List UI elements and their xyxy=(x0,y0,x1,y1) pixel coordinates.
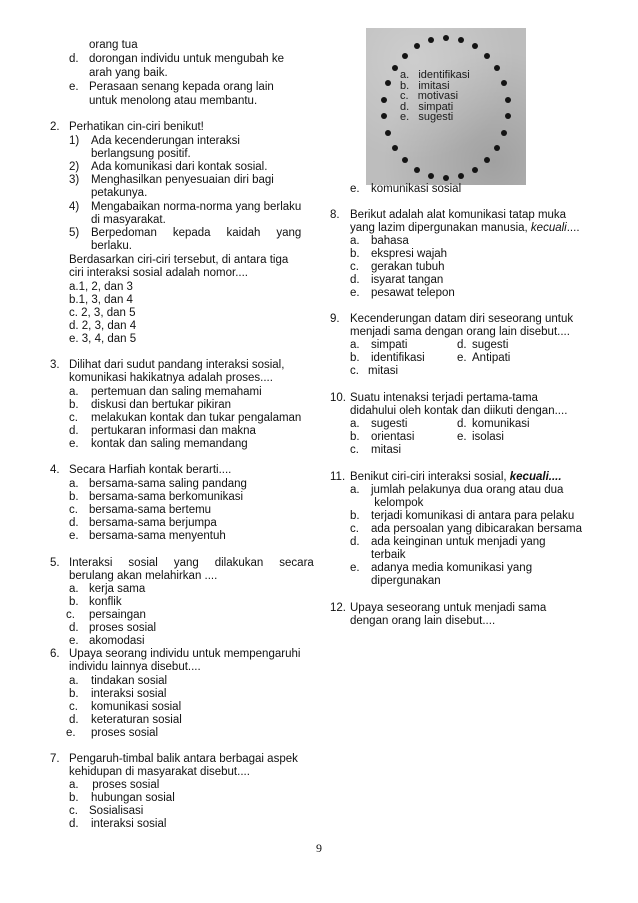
decorative-dot xyxy=(484,157,490,163)
option-letter: b. xyxy=(69,596,79,608)
answer-option[interactable]: interaksi sosial xyxy=(91,818,167,830)
option-letter: e. xyxy=(350,562,360,574)
decorative-dot xyxy=(501,80,507,86)
statement-text: Menghasilkan penyesuaian diri bagi xyxy=(91,174,274,186)
answer-option[interactable]: ekspresi wajah xyxy=(371,248,448,260)
answer-option[interactable]: pesawat telepon xyxy=(371,287,455,299)
option-letter: c. xyxy=(350,365,359,377)
option-letter: e. xyxy=(69,635,79,647)
answer-option[interactable]: simpati xyxy=(371,339,408,351)
option-letter: e. xyxy=(350,183,360,195)
answer-option[interactable]: pertukaran informasi dan makna xyxy=(91,425,256,437)
answer-option[interactable]: interaksi sosial xyxy=(91,688,167,700)
answer-option[interactable]: identifikasi xyxy=(371,352,425,364)
decorative-dot xyxy=(501,130,507,136)
answer-option[interactable]: ada persoalan yang dibicarakan bersama xyxy=(371,523,582,535)
decorative-dot xyxy=(443,35,449,41)
question-stem: Dilihat dari sudut pandang interaksi sosial, xyxy=(69,359,285,371)
option-c-continuation: orang tua xyxy=(89,39,138,51)
statement-number: 1) xyxy=(69,135,80,147)
question-number: 11. xyxy=(330,471,346,483)
answer-option[interactable]: akomodasi xyxy=(89,635,145,647)
question-continuation: ciri interaksi sosial adalah nomor.... xyxy=(69,267,248,279)
statement-number: 3) xyxy=(69,174,80,186)
question-number: 10. xyxy=(330,392,346,404)
answer-option[interactable]: bersama-sama bertemu xyxy=(89,504,212,516)
question-stem: komunikasi hakikatnya adalah proses.... xyxy=(69,372,273,384)
illustration-option: c. motivasi xyxy=(400,90,459,102)
option-text: untuk menolong atau membantu. xyxy=(89,95,258,107)
answer-option[interactable]: bahasa xyxy=(371,235,409,247)
statement-text: Ada kecenderungan interaksi xyxy=(91,135,240,147)
decorative-dot xyxy=(494,65,500,71)
question-number: 4. xyxy=(50,464,60,476)
decorative-dot xyxy=(505,97,511,103)
question-stem: Suatu intenaksi terjadi pertama-tama xyxy=(350,392,538,404)
option-letter: c. xyxy=(69,504,78,516)
option-letter: c. xyxy=(69,805,78,817)
option-letter: e. xyxy=(69,530,79,542)
answer-option[interactable]: mitasi xyxy=(368,365,399,377)
answer-option[interactable]: isolasi xyxy=(472,431,504,443)
answer-option[interactable]: hubungan sosial xyxy=(91,792,175,804)
emphasis-text: kecuali xyxy=(530,222,567,234)
emphasis-text: kecuali.... xyxy=(509,471,562,483)
statement-text: petakunya. xyxy=(91,187,148,199)
answer-option[interactable]: bersama-sama berkomunikasi xyxy=(89,491,244,503)
statement-number: 2) xyxy=(69,161,80,173)
question-number: 12. xyxy=(330,602,346,614)
answer-option[interactable]: persaingan xyxy=(89,609,146,621)
answer-option[interactable]: keteraturan sosial xyxy=(91,714,182,726)
question-number: 9. xyxy=(330,313,340,325)
question-number: 6. xyxy=(50,648,60,660)
answer-option[interactable]: terbaik xyxy=(371,549,406,561)
decorative-dot xyxy=(402,53,408,59)
option-letter: d. xyxy=(457,418,467,430)
option-letter: d. xyxy=(69,53,79,65)
option-letter: e. xyxy=(66,727,76,739)
illustration-option: d. simpati xyxy=(400,100,454,113)
question-illustration xyxy=(366,28,526,185)
decorative-dot xyxy=(443,175,449,181)
option-letter: e. xyxy=(69,81,79,93)
option-letter: b. xyxy=(350,510,360,522)
option-letter: d. xyxy=(69,425,79,437)
question-number: 8. xyxy=(330,209,340,221)
question-stem: Interaksi sosial yang dilakukan secara xyxy=(69,557,314,569)
answer-option[interactable]: mitasi xyxy=(371,444,402,456)
option-letter: a. xyxy=(350,339,360,351)
question-stem: Upaya seseorang untuk menjadi sama xyxy=(350,602,547,614)
option-letter: e. xyxy=(69,438,79,450)
answer-option[interactable]: b.1, 3, dan 4 xyxy=(69,294,133,306)
answer-option[interactable]: jumlah pelakunya dua orang atau dua xyxy=(371,484,564,496)
option-letter: a. xyxy=(350,418,360,430)
decorative-dot xyxy=(428,37,434,43)
decorative-dot xyxy=(385,80,391,86)
answer-option[interactable]: gerakan tubuh xyxy=(371,261,445,273)
option-letter: d. xyxy=(69,714,79,726)
answer-option[interactable]: d. 2, 3, dan 4 xyxy=(69,320,137,332)
answer-option[interactable]: konflik xyxy=(89,596,122,608)
option-letter: c. xyxy=(69,701,78,713)
question-number: 2. xyxy=(50,121,60,133)
decorative-dot xyxy=(381,113,387,119)
answer-option[interactable]: ada keinginan untuk menjadi yang xyxy=(371,536,546,548)
option-letter: e. xyxy=(457,431,467,443)
option-letter: c. xyxy=(350,261,359,273)
answer-option[interactable]: adanya media komunikasi yang xyxy=(371,562,533,574)
option-letter: b. xyxy=(69,491,79,503)
option-letter: a. xyxy=(69,386,79,398)
option-letter: a. xyxy=(350,235,360,247)
option-letter: b. xyxy=(350,248,360,260)
option-letter: b. xyxy=(69,688,79,700)
illustration-option-list xyxy=(400,70,470,123)
option-letter: e. xyxy=(350,287,360,299)
decorative-dot xyxy=(392,145,398,151)
question-stem: individu lainnya disebut.... xyxy=(69,661,201,673)
answer-option[interactable]: sugesti xyxy=(472,339,509,351)
statement-text: Mengabaikan norma-norma yang berlaku xyxy=(91,201,302,213)
question-stem: Perhatikan cin-ciri benikut! xyxy=(69,121,204,133)
decorative-dot xyxy=(385,130,391,136)
answer-option[interactable]: tindakan sosial xyxy=(91,675,168,687)
option-letter: d. xyxy=(69,622,79,634)
decorative-dot xyxy=(505,113,511,119)
option-letter: c. xyxy=(350,523,359,535)
answer-option[interactable]: kontak dan saling memandang xyxy=(91,438,248,450)
question-stem: Pengaruh-timbal balik antara berbagai aspek xyxy=(69,753,298,765)
illustration-option: e. sugesti xyxy=(400,111,454,123)
answer-option[interactable]: diskusi dan bertukar pikiran xyxy=(91,399,231,411)
question-stem: kehidupan di masyarakat disebut.... xyxy=(69,766,250,778)
decorative-dot xyxy=(414,167,420,173)
statement-text: berlaku. xyxy=(91,240,132,252)
option-letter: a. xyxy=(69,583,79,595)
option-letter: c. xyxy=(69,412,78,424)
answer-option[interactable]: c. 2, 3, dan 5 xyxy=(69,307,136,319)
answer-option[interactable]: proses sosial xyxy=(89,779,160,791)
answer-option[interactable]: kerja sama xyxy=(89,583,146,595)
answer-option[interactable]: orientasi xyxy=(371,431,415,443)
question-continuation: Berdasarkan ciri-ciri tersebut, di antara tiga xyxy=(69,254,289,266)
answer-option[interactable]: terjadi komunikasi di antara para pelaku xyxy=(371,510,575,522)
question-stem: yang lazim dipergunakan manusia, kecuali.... xyxy=(350,222,580,234)
answer-option[interactable]: pertemuan dan saling memahami xyxy=(91,386,262,398)
decorative-dot xyxy=(494,145,500,151)
option-letter: a. xyxy=(69,675,79,687)
statement-text: Berpedoman kepada kaidah yang xyxy=(91,227,302,239)
answer-option[interactable]: kelompok xyxy=(371,497,424,509)
option-text: arah yang baik. xyxy=(89,67,168,79)
illustration-option: b. imitasi xyxy=(400,79,450,92)
option-letter: a. xyxy=(69,779,79,791)
question-stem: Berikut adalah alat komunikasi tatap muka xyxy=(350,209,567,221)
answer-option[interactable]: bersama-sama menyentuh xyxy=(89,530,226,542)
option-letter: d. xyxy=(69,818,79,830)
option-letter: a. xyxy=(69,478,79,490)
option-letter: c. xyxy=(66,609,75,621)
option-letter: c. xyxy=(350,444,359,456)
question-number: 5. xyxy=(50,557,60,569)
option-letter: d. xyxy=(350,274,360,286)
question-number: 7. xyxy=(50,753,60,765)
answer-option[interactable]: Sosialisasi xyxy=(89,805,144,817)
decorative-dot xyxy=(392,65,398,71)
statement-text: di masyarakat. xyxy=(91,214,166,226)
question-stem: menjadi sama dengan orang lain disebut.... xyxy=(350,326,570,338)
decorative-dot xyxy=(381,97,387,103)
answer-option[interactable]: proses sosial xyxy=(89,622,157,634)
option-letter: a. xyxy=(350,484,360,496)
question-stem: Kecenderungan datam diri seseorang untuk xyxy=(350,313,574,325)
page-number: 9 xyxy=(316,841,322,855)
answer-option[interactable]: proses sosial xyxy=(91,727,159,739)
statement-text: Ada komunikasi dari kontak sosial. xyxy=(91,161,268,173)
decorative-dot xyxy=(458,37,464,43)
answer-option[interactable]: isyarat tangan xyxy=(371,274,444,286)
question-stem: Upaya seorang individu untuk mempengaruhi xyxy=(69,648,301,660)
answer-option[interactable]: bersama-sama saling pandang xyxy=(89,478,247,490)
question-stem: Secara Harfiah kontak berarti.... xyxy=(69,464,232,476)
answer-option[interactable]: e. 3, 4, dan 5 xyxy=(69,333,137,345)
decorative-dot xyxy=(472,43,478,49)
statement-text: berlangsung positif. xyxy=(91,148,191,160)
option-letter: e. xyxy=(457,352,467,364)
answer-option[interactable]: melakukan kontak dan tukar pengalaman xyxy=(91,412,302,424)
statement-number: 5) xyxy=(69,227,80,239)
decorative-dot xyxy=(414,43,420,49)
decorative-dot xyxy=(472,167,478,173)
answer-option[interactable]: dipergunakan xyxy=(371,575,441,587)
decorative-dot xyxy=(402,157,408,163)
question-stem: dengan orang lain disebut.... xyxy=(350,615,496,627)
decorative-dot xyxy=(458,173,464,179)
option-text: Perasaan senang kepada orang lain xyxy=(89,81,274,93)
option-letter: d. xyxy=(350,536,360,548)
question-stem: didahului oleh kontak dan diikuti dengan.... xyxy=(350,405,568,417)
decorative-dot xyxy=(428,173,434,179)
option-letter: d. xyxy=(69,517,79,529)
question-stem: Benikut ciri-ciri interaksi sosial, kecuali.... xyxy=(350,471,562,483)
statement-number: 4) xyxy=(69,201,80,213)
question-number: 3. xyxy=(50,359,60,371)
answer-option[interactable]: komunikasi xyxy=(472,418,530,430)
option-letter: b. xyxy=(350,352,360,364)
option-letter: b. xyxy=(69,399,79,411)
answer-option[interactable]: komunikasi sosial xyxy=(91,701,182,713)
answer-option[interactable]: Antipati xyxy=(472,352,511,364)
option-letter: b. xyxy=(350,431,360,443)
answer-option[interactable]: komunikasi sosial xyxy=(371,183,462,195)
question-stem: berulang akan melahirkan .... xyxy=(69,570,218,582)
answer-option[interactable]: bersama-sama berjumpa xyxy=(89,517,217,529)
decorative-dot xyxy=(484,53,490,59)
option-letter: d. xyxy=(457,339,467,351)
option-text: dorongan individu untuk mengubah ke xyxy=(89,53,285,65)
option-letter: b. xyxy=(69,792,79,804)
illustration-option: a. identifikasi xyxy=(400,69,470,81)
answer-option[interactable]: sugesti xyxy=(371,418,408,430)
answer-option[interactable]: a.1, 2, dan 3 xyxy=(69,281,133,293)
